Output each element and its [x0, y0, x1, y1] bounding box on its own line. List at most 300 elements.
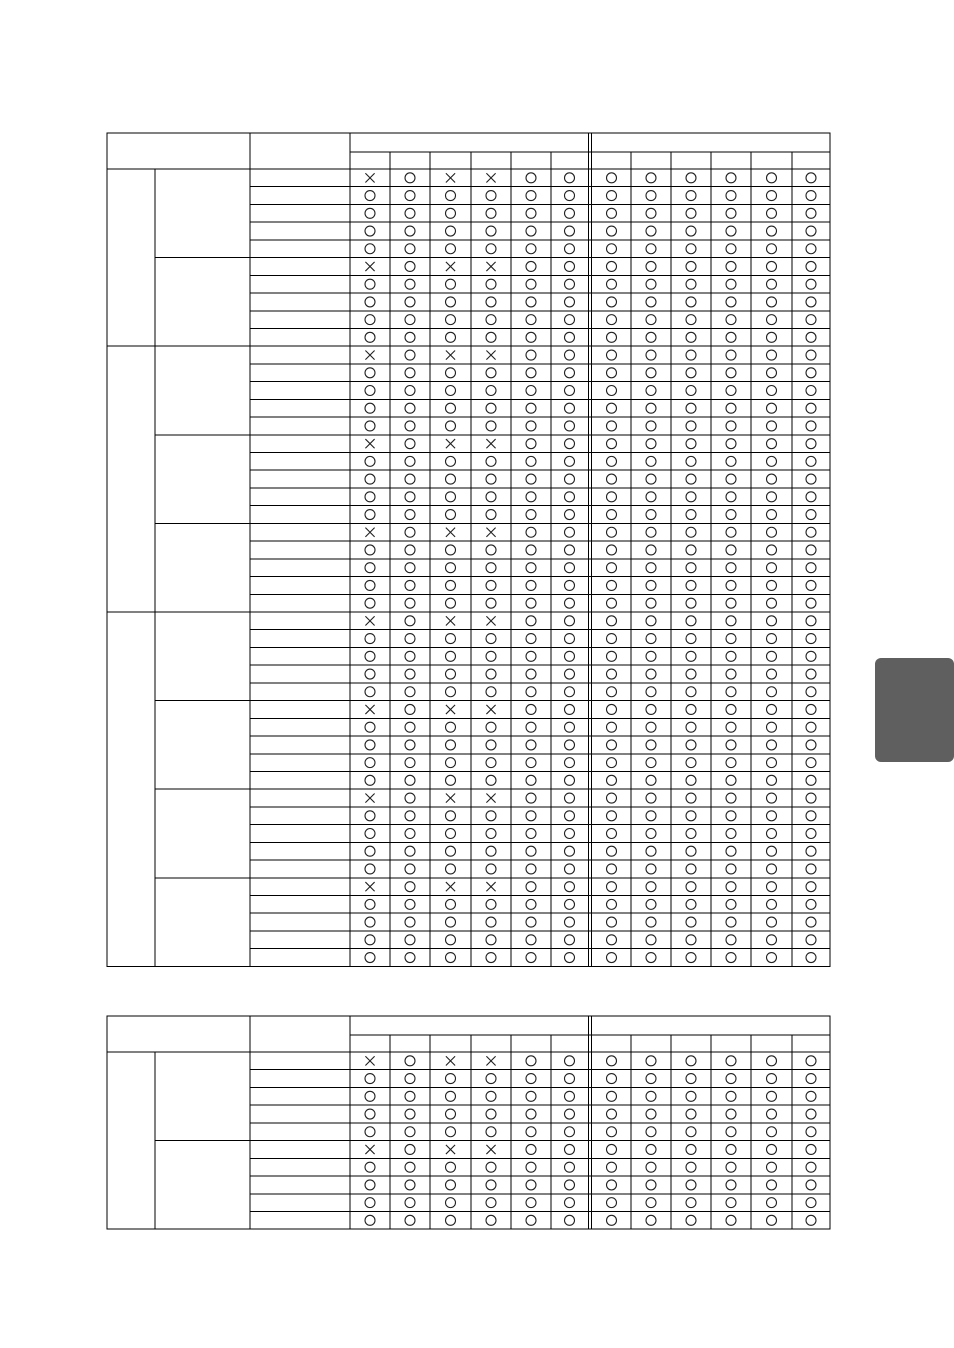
circle-mark	[607, 368, 617, 378]
circle-mark	[726, 775, 736, 785]
circle-mark	[526, 704, 536, 714]
circle-mark	[686, 474, 696, 484]
circle-mark	[365, 386, 375, 396]
circle-mark	[686, 456, 696, 466]
circle-mark	[565, 882, 575, 892]
circle-mark	[446, 456, 456, 466]
circle-mark	[726, 279, 736, 289]
circle-mark	[486, 563, 496, 573]
circle-mark	[607, 758, 617, 768]
cross-mark	[486, 262, 495, 271]
circle-mark	[686, 864, 696, 874]
circle-mark	[646, 829, 656, 839]
circle-mark	[686, 793, 696, 803]
circle-mark	[565, 244, 575, 254]
cross-mark	[446, 1145, 455, 1154]
circle-mark	[686, 917, 696, 927]
circle-mark	[365, 1074, 375, 1084]
circle-mark	[726, 492, 736, 502]
circle-mark	[405, 1109, 415, 1119]
circle-mark	[686, 1215, 696, 1225]
circle-mark	[446, 474, 456, 484]
cross-mark	[486, 1145, 495, 1154]
circle-mark	[646, 1162, 656, 1172]
circle-mark	[565, 953, 575, 963]
circle-mark	[646, 651, 656, 661]
circle-mark	[565, 935, 575, 945]
circle-mark	[726, 191, 736, 201]
circle-mark	[607, 846, 617, 856]
cross-mark	[365, 1056, 374, 1065]
circle-mark	[486, 1091, 496, 1101]
circle-mark	[565, 793, 575, 803]
circle-mark	[565, 1162, 575, 1172]
circle-mark	[686, 758, 696, 768]
circle-mark	[365, 421, 375, 431]
circle-mark	[607, 208, 617, 218]
circle-mark	[526, 261, 536, 271]
circle-mark	[526, 899, 536, 909]
circle-mark	[365, 191, 375, 201]
circle-mark	[646, 492, 656, 502]
circle-mark	[405, 1091, 415, 1101]
circle-mark	[365, 244, 375, 254]
circle-mark	[526, 492, 536, 502]
circle-mark	[446, 758, 456, 768]
circle-mark	[526, 740, 536, 750]
circle-mark	[686, 811, 696, 821]
circle-mark	[767, 687, 777, 697]
circle-mark	[405, 917, 415, 927]
circle-mark	[726, 811, 736, 821]
circle-mark	[405, 758, 415, 768]
circle-mark	[726, 651, 736, 661]
circle-mark	[526, 439, 536, 449]
circle-mark	[646, 1215, 656, 1225]
circle-mark	[806, 758, 816, 768]
circle-mark	[446, 226, 456, 236]
circle-mark	[446, 651, 456, 661]
circle-mark	[726, 616, 736, 626]
circle-mark	[526, 350, 536, 360]
circle-mark	[607, 1198, 617, 1208]
circle-mark	[365, 846, 375, 856]
circle-mark	[686, 651, 696, 661]
circle-mark	[806, 899, 816, 909]
circle-mark	[726, 1180, 736, 1190]
circle-mark	[446, 580, 456, 590]
circle-mark	[806, 403, 816, 413]
cross-mark	[365, 1145, 374, 1154]
circle-mark	[646, 527, 656, 537]
circle-mark	[646, 279, 656, 289]
circle-mark	[526, 1144, 536, 1154]
circle-mark	[446, 775, 456, 785]
circle-mark	[686, 1162, 696, 1172]
circle-mark	[806, 953, 816, 963]
circle-mark	[446, 935, 456, 945]
circle-mark	[565, 775, 575, 785]
circle-mark	[646, 580, 656, 590]
circle-mark	[405, 1127, 415, 1137]
circle-mark	[565, 315, 575, 325]
circle-mark	[365, 917, 375, 927]
circle-mark	[365, 545, 375, 555]
cross-mark	[365, 262, 374, 271]
circle-mark	[806, 687, 816, 697]
circle-mark	[607, 350, 617, 360]
circle-mark	[806, 297, 816, 307]
circle-mark	[607, 226, 617, 236]
circle-mark	[565, 722, 575, 732]
circle-mark	[526, 829, 536, 839]
circle-mark	[565, 634, 575, 644]
circle-mark	[486, 846, 496, 856]
circle-mark	[726, 899, 736, 909]
circle-mark	[405, 510, 415, 520]
circle-mark	[767, 297, 777, 307]
circle-mark	[767, 1109, 777, 1119]
circle-mark	[486, 279, 496, 289]
cross-mark	[446, 173, 455, 182]
cross-mark	[446, 350, 455, 359]
circle-mark	[405, 775, 415, 785]
circle-mark	[806, 1056, 816, 1066]
circle-mark	[526, 1162, 536, 1172]
circle-mark	[686, 722, 696, 732]
circle-mark	[607, 510, 617, 520]
circle-mark	[405, 616, 415, 626]
circle-mark	[767, 793, 777, 803]
circle-mark	[767, 899, 777, 909]
circle-mark	[726, 244, 736, 254]
circle-mark	[607, 793, 617, 803]
circle-mark	[486, 935, 496, 945]
circle-mark	[405, 244, 415, 254]
circle-mark	[446, 368, 456, 378]
circle-mark	[806, 651, 816, 661]
circle-mark	[565, 740, 575, 750]
circle-mark	[526, 580, 536, 590]
circle-mark	[607, 634, 617, 644]
circle-mark	[526, 368, 536, 378]
circle-mark	[365, 492, 375, 502]
circle-mark	[405, 580, 415, 590]
circle-mark	[806, 510, 816, 520]
circle-mark	[767, 386, 777, 396]
circle-mark	[646, 935, 656, 945]
circle-mark	[686, 598, 696, 608]
circle-mark	[607, 279, 617, 289]
circle-mark	[565, 846, 575, 856]
circle-mark	[726, 456, 736, 466]
circle-mark	[767, 669, 777, 679]
circle-mark	[446, 191, 456, 201]
circle-mark	[806, 421, 816, 431]
circle-mark	[565, 1215, 575, 1225]
circle-mark	[565, 917, 575, 927]
circle-mark	[646, 545, 656, 555]
circle-mark	[726, 261, 736, 271]
circle-mark	[806, 704, 816, 714]
circle-mark	[767, 882, 777, 892]
circle-mark	[565, 1127, 575, 1137]
circle-mark	[526, 1127, 536, 1137]
circle-mark	[607, 527, 617, 537]
circle-mark	[405, 651, 415, 661]
circle-mark	[646, 403, 656, 413]
circle-mark	[405, 669, 415, 679]
circle-mark	[446, 634, 456, 644]
circle-mark	[686, 403, 696, 413]
circle-mark	[726, 669, 736, 679]
circle-mark	[607, 811, 617, 821]
circle-mark	[726, 722, 736, 732]
circle-mark	[446, 740, 456, 750]
circle-mark	[607, 864, 617, 874]
circle-mark	[607, 669, 617, 679]
circle-mark	[405, 704, 415, 714]
circle-mark	[526, 811, 536, 821]
circle-mark	[405, 279, 415, 289]
circle-mark	[726, 634, 736, 644]
circle-mark	[607, 616, 617, 626]
circle-mark	[526, 687, 536, 697]
cross-mark	[446, 616, 455, 625]
circle-mark	[486, 758, 496, 768]
circle-mark	[767, 368, 777, 378]
circle-mark	[646, 368, 656, 378]
circle-mark	[486, 421, 496, 431]
circle-mark	[806, 439, 816, 449]
circle-mark	[806, 740, 816, 750]
circle-mark	[806, 456, 816, 466]
cross-mark	[486, 793, 495, 802]
circle-mark	[806, 208, 816, 218]
circle-mark	[405, 332, 415, 342]
circle-mark	[446, 208, 456, 218]
circle-mark	[486, 297, 496, 307]
circle-mark	[767, 775, 777, 785]
circle-mark	[446, 510, 456, 520]
circle-mark	[726, 846, 736, 856]
circle-mark	[767, 439, 777, 449]
circle-mark	[767, 244, 777, 254]
circle-mark	[767, 598, 777, 608]
circle-mark	[806, 261, 816, 271]
circle-mark	[726, 368, 736, 378]
circle-mark	[726, 1056, 736, 1066]
circle-mark	[526, 545, 536, 555]
circle-mark	[565, 687, 575, 697]
circle-mark	[726, 598, 736, 608]
circle-mark	[646, 704, 656, 714]
circle-mark	[767, 580, 777, 590]
circle-mark	[446, 297, 456, 307]
circle-mark	[405, 386, 415, 396]
circle-mark	[806, 279, 816, 289]
circle-mark	[486, 1162, 496, 1172]
circle-mark	[767, 527, 777, 537]
circle-mark	[607, 563, 617, 573]
circle-mark	[646, 669, 656, 679]
circle-mark	[486, 403, 496, 413]
circle-mark	[405, 740, 415, 750]
circle-mark	[767, 191, 777, 201]
circle-mark	[767, 261, 777, 271]
circle-mark	[526, 332, 536, 342]
circle-mark	[486, 580, 496, 590]
circle-mark	[726, 1109, 736, 1119]
circle-mark	[486, 953, 496, 963]
circle-mark	[726, 315, 736, 325]
circle-mark	[686, 297, 696, 307]
circle-mark	[365, 811, 375, 821]
circle-mark	[767, 1127, 777, 1137]
circle-mark	[646, 1144, 656, 1154]
circle-mark	[446, 687, 456, 697]
circle-mark	[646, 722, 656, 732]
circle-mark	[405, 882, 415, 892]
circle-mark	[365, 1127, 375, 1137]
circle-mark	[686, 527, 696, 537]
circle-mark	[446, 1091, 456, 1101]
cross-mark	[486, 528, 495, 537]
circle-mark	[767, 403, 777, 413]
circle-mark	[767, 315, 777, 325]
circle-mark	[565, 598, 575, 608]
circle-mark	[806, 474, 816, 484]
circle-mark	[365, 279, 375, 289]
circle-mark	[646, 598, 656, 608]
circle-mark	[486, 651, 496, 661]
circle-mark	[486, 775, 496, 785]
circle-mark	[526, 173, 536, 183]
circle-mark	[686, 191, 696, 201]
circle-mark	[686, 244, 696, 254]
circle-mark	[767, 173, 777, 183]
circle-mark	[486, 722, 496, 732]
circle-mark	[607, 580, 617, 590]
circle-mark	[726, 864, 736, 874]
circle-mark	[767, 846, 777, 856]
circle-mark	[726, 953, 736, 963]
circle-mark	[646, 332, 656, 342]
circle-mark	[405, 1056, 415, 1066]
circle-mark	[526, 1215, 536, 1225]
circle-mark	[565, 279, 575, 289]
circle-mark	[686, 545, 696, 555]
circle-mark	[686, 1056, 696, 1066]
circle-mark	[526, 651, 536, 661]
circle-mark	[565, 421, 575, 431]
circle-mark	[365, 775, 375, 785]
circle-mark	[526, 315, 536, 325]
circle-mark	[607, 403, 617, 413]
circle-mark	[486, 474, 496, 484]
circle-mark	[726, 173, 736, 183]
circle-mark	[767, 740, 777, 750]
circle-mark	[646, 1109, 656, 1119]
cross-mark	[365, 705, 374, 714]
circle-mark	[565, 545, 575, 555]
circle-mark	[365, 722, 375, 732]
circle-mark	[565, 1180, 575, 1190]
circle-mark	[646, 173, 656, 183]
circle-mark	[767, 208, 777, 218]
circle-mark	[607, 191, 617, 201]
circle-mark	[806, 350, 816, 360]
circle-mark	[446, 403, 456, 413]
circle-mark	[806, 1127, 816, 1137]
circle-mark	[726, 439, 736, 449]
circle-mark	[806, 864, 816, 874]
circle-mark	[646, 864, 656, 874]
circle-mark	[607, 1144, 617, 1154]
circle-mark	[526, 864, 536, 874]
circle-mark	[526, 793, 536, 803]
circle-mark	[405, 261, 415, 271]
circle-mark	[767, 829, 777, 839]
circle-mark	[365, 669, 375, 679]
circle-mark	[767, 350, 777, 360]
circle-mark	[607, 598, 617, 608]
circle-mark	[686, 634, 696, 644]
circle-mark	[767, 563, 777, 573]
circle-mark	[806, 1180, 816, 1190]
circle-mark	[565, 563, 575, 573]
circle-mark	[405, 935, 415, 945]
cross-mark	[365, 793, 374, 802]
circle-mark	[726, 1074, 736, 1084]
circle-mark	[806, 1215, 816, 1225]
circle-mark	[446, 1180, 456, 1190]
circle-mark	[405, 846, 415, 856]
circle-mark	[565, 191, 575, 201]
circle-mark	[726, 687, 736, 697]
circle-mark	[565, 456, 575, 466]
circle-mark	[446, 811, 456, 821]
cross-mark	[486, 616, 495, 625]
circle-mark	[806, 244, 816, 254]
circle-mark	[806, 173, 816, 183]
cross-mark	[446, 1056, 455, 1065]
circle-mark	[565, 173, 575, 183]
circle-mark	[686, 580, 696, 590]
circle-mark	[405, 297, 415, 307]
circle-mark	[607, 456, 617, 466]
circle-mark	[526, 758, 536, 768]
circle-mark	[607, 1056, 617, 1066]
circle-mark	[686, 492, 696, 502]
circle-mark	[526, 527, 536, 537]
circle-mark	[405, 545, 415, 555]
circle-mark	[767, 474, 777, 484]
circle-mark	[565, 439, 575, 449]
circle-mark	[607, 1074, 617, 1084]
circle-mark	[646, 474, 656, 484]
circle-mark	[646, 634, 656, 644]
circle-mark	[686, 1127, 696, 1137]
circle-mark	[365, 740, 375, 750]
circle-mark	[646, 1180, 656, 1190]
circle-mark	[526, 1074, 536, 1084]
circle-mark	[806, 829, 816, 839]
circle-mark	[365, 634, 375, 644]
circle-mark	[365, 758, 375, 768]
circle-mark	[446, 315, 456, 325]
circle-mark	[726, 332, 736, 342]
